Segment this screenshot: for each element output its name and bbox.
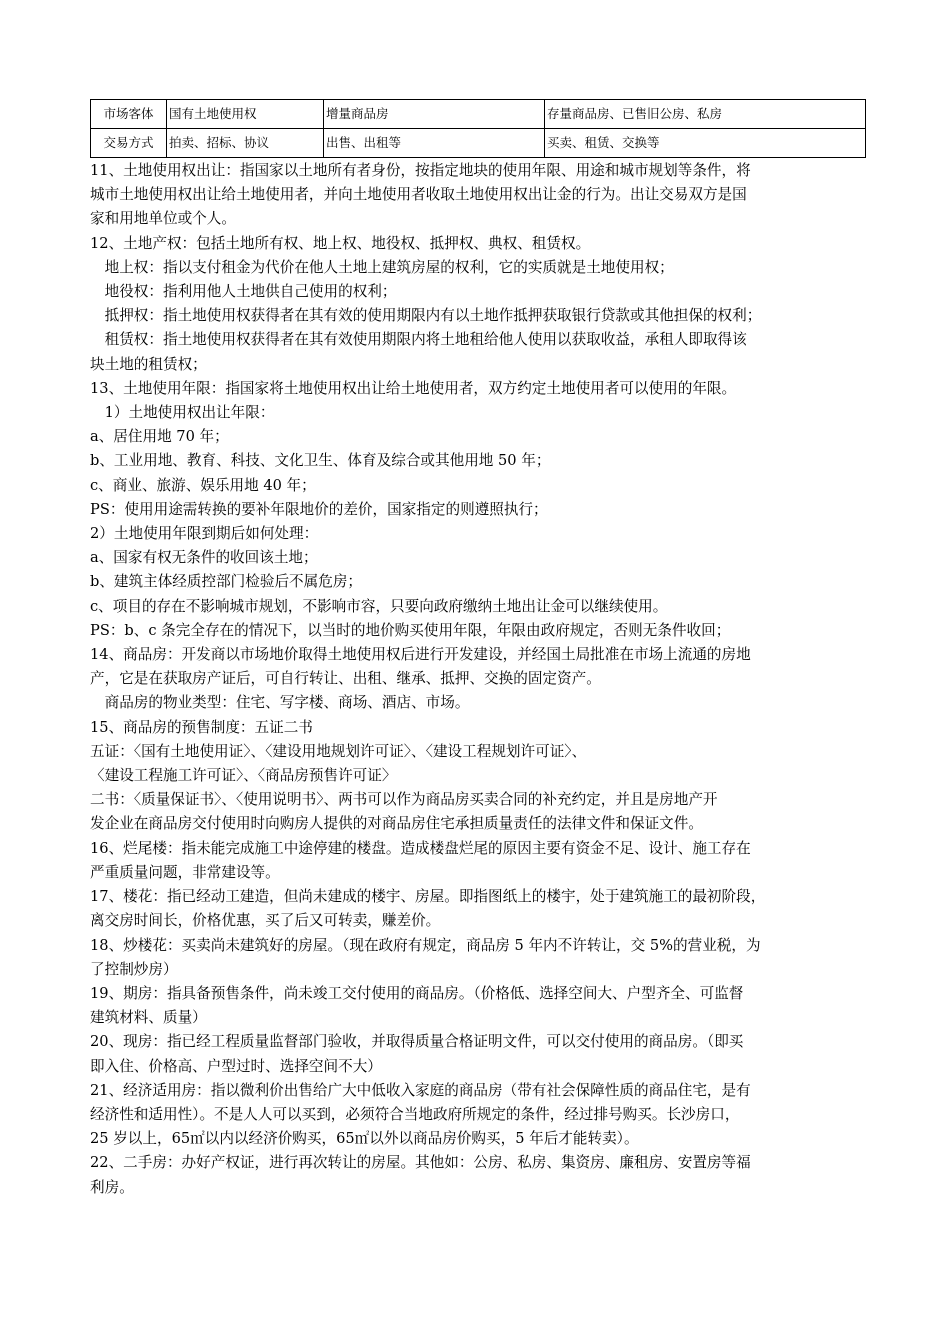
table-cell: 买卖、租赁、交换等 — [545, 129, 866, 158]
table-cell: 存量商品房、已售旧公房、私房 — [545, 100, 866, 129]
table-cell: 交易方式 — [91, 129, 167, 158]
text-line: 地上权：指以支付租金为代价在他人土地上建筑房屋的权利，它的实质就是土地使用权； — [90, 258, 674, 276]
table-cell: 拍卖、招标、协议 — [167, 129, 324, 158]
text-line: 抵押权：指土地使用权获得者在其有效的使用期限内有以土地作抵押获取银行贷款或其他担保的权利； — [90, 307, 762, 325]
text-line: 离交房时间长，价格优惠，买了后又可转卖，赚差价。 — [90, 912, 441, 930]
text-line: a、国家有权无条件的收回该土地； — [90, 549, 318, 567]
text-line: 利房。 — [90, 1178, 134, 1196]
text-line: 22、二手房：办好产权证，进行再次转让的房屋。其他如：公房、私房、集资房、廉租房、安置房等福 — [90, 1154, 751, 1172]
market-table — [90, 99, 866, 158]
text-line: 五证：〈国有土地使用证〉、〈建设用地规划许可证〉、〈建设工程规划许可证〉、 — [90, 742, 587, 760]
table-cell: 市场客体 — [91, 100, 167, 129]
text-line: 25 岁以上，65㎡以内以经济价购买，65㎡以外以商品房价购买，5 年后才能转卖）。 — [90, 1130, 639, 1148]
text-line: 了控制炒房） — [90, 960, 178, 978]
table-cell: 增量商品房 — [324, 100, 545, 129]
text-line: 严重质量问题，非常建设等。 — [90, 863, 280, 881]
text-line: 块土地的租赁权； — [90, 355, 207, 373]
table-cell: 国有土地使用权 — [167, 100, 324, 129]
text-line: a、居住用地 70 年； — [90, 428, 229, 446]
text-line: c、项目的存在不影响城市规划，不影响市容，只要向政府缴纳土地出让金可以继续使用。 — [90, 597, 668, 615]
body-text — [90, 159, 866, 1200]
text-line: 发企业在商品房交付使用时向购房人提供的对商品房住宅承担质量责任的法律文件和保证文件。 — [90, 815, 703, 833]
text-line: 〈建设工程施工许可证〉、〈商品房预售许可证〉 — [90, 767, 397, 785]
text-line: b、建筑主体经质控部门检验后不属危房； — [90, 573, 363, 591]
text-line: c、商业、旅游、娱乐用地 40 年； — [90, 476, 316, 494]
text-line: 家和用地单位或个人。 — [90, 210, 236, 228]
text-line: 21、经济适用房：指以微利价出售给广大中低收入家庭的商品房（带有社会保障性质的商品住宅，是有 — [90, 1081, 751, 1099]
text-line: 11、土地使用权出让：指国家以土地所有者身份，按指定地块的使用年限、用途和城市规划等条件，将 — [90, 162, 751, 179]
text-line: 建筑材料、质量） — [90, 1009, 207, 1027]
document-page — [90, 99, 866, 1200]
text-line: b、工业用地、教育、科技、文化卫生、体育及综合或其他用地 50 年； — [90, 452, 551, 470]
text-line: 12、土地产权：包括土地所有权、地上权、地役权、抵押权、典权、租赁权。 — [90, 234, 591, 252]
text-line: PS：b、c 条完全存在的情况下，以当时的地价购买使用年限，年限由政府规定，否则无条件收回； — [90, 621, 731, 639]
text-line: 地役权：指利用他人土地供自己使用的权利； — [90, 283, 397, 301]
text-line: 即入住、价格高、户型过时、选择空间不大） — [90, 1057, 382, 1075]
text-line: 经济性和适用性）。不是人人可以买到，必须符合当地政府所规定的条件，经过排号购买。长沙房口， — [90, 1105, 740, 1123]
text-line: 产，它是在获取房产证后，可自行转让、出租、继承、抵押、交换的固定资产。 — [90, 670, 601, 688]
text-line: 城市土地使用权出让给土地使用者，并向土地使用者收取土地使用权出让金的行为。出让交易双方是国 — [90, 186, 747, 204]
text-line: 16、烂尾楼：指未能完成施工中途停建的楼盘。造成楼盘烂尾的原因主要有资金不足、设计、施工存在 — [90, 839, 751, 857]
text-line: 17、楼花：指已经动工建造，但尚未建成的楼宇、房屋。即指图纸上的楼宇，处于建筑施工的最初阶段， — [90, 888, 766, 906]
text-line: 19、期房：指具备预售条件，尚未竣工交付使用的商品房。（价格低、选择空间大、户型齐全、可监督 — [90, 984, 744, 1002]
text-line: 13、土地使用年限：指国家将土地使用权出让给土地使用者，双方约定土地使用者可以使用的年限。 — [90, 379, 737, 397]
text-line: 14、商品房：开发商以市场地价取得土地使用权后进行开发建设，并经国土局批准在市场上流通的房地 — [90, 646, 751, 664]
text-line: PS：使用用途需转换的要补年限地价的差价，国家指定的则遵照执行； — [90, 500, 548, 518]
table-row — [91, 129, 866, 158]
text-line: 1）土地使用权出让年限： — [90, 404, 275, 422]
text-line: 二书：〈质量保证书〉、〈使用说明书〉、两书可以作为商品房买卖合同的补充约定，并且是房地产开 — [90, 791, 718, 809]
text-line: 租赁权：指土地使用权获得者在其有效使用期限内将土地租给他人使用以获取收益，承租人即取得该 — [90, 331, 747, 349]
table-row — [91, 100, 866, 129]
text-line: 18、炒楼花：买卖尚未建筑好的房屋。（现在政府有规定，商品房 5 年内不许转让，交 5%的营业税，为 — [90, 936, 761, 954]
table-cell: 出售、出租等 — [324, 129, 545, 158]
text-line: 2）土地使用年限到期后如何处理： — [90, 525, 319, 543]
text-line: 20、现房：指已经工程质量监督部门验收，并取得质量合格证明文件，可以交付使用的商品房。（即买 — [90, 1033, 744, 1051]
text-line: 15、商品房的预售制度：五证二书 — [90, 718, 313, 736]
text-line: 商品房的物业类型：住宅、写字楼、商场、酒店、市场。 — [90, 694, 470, 712]
